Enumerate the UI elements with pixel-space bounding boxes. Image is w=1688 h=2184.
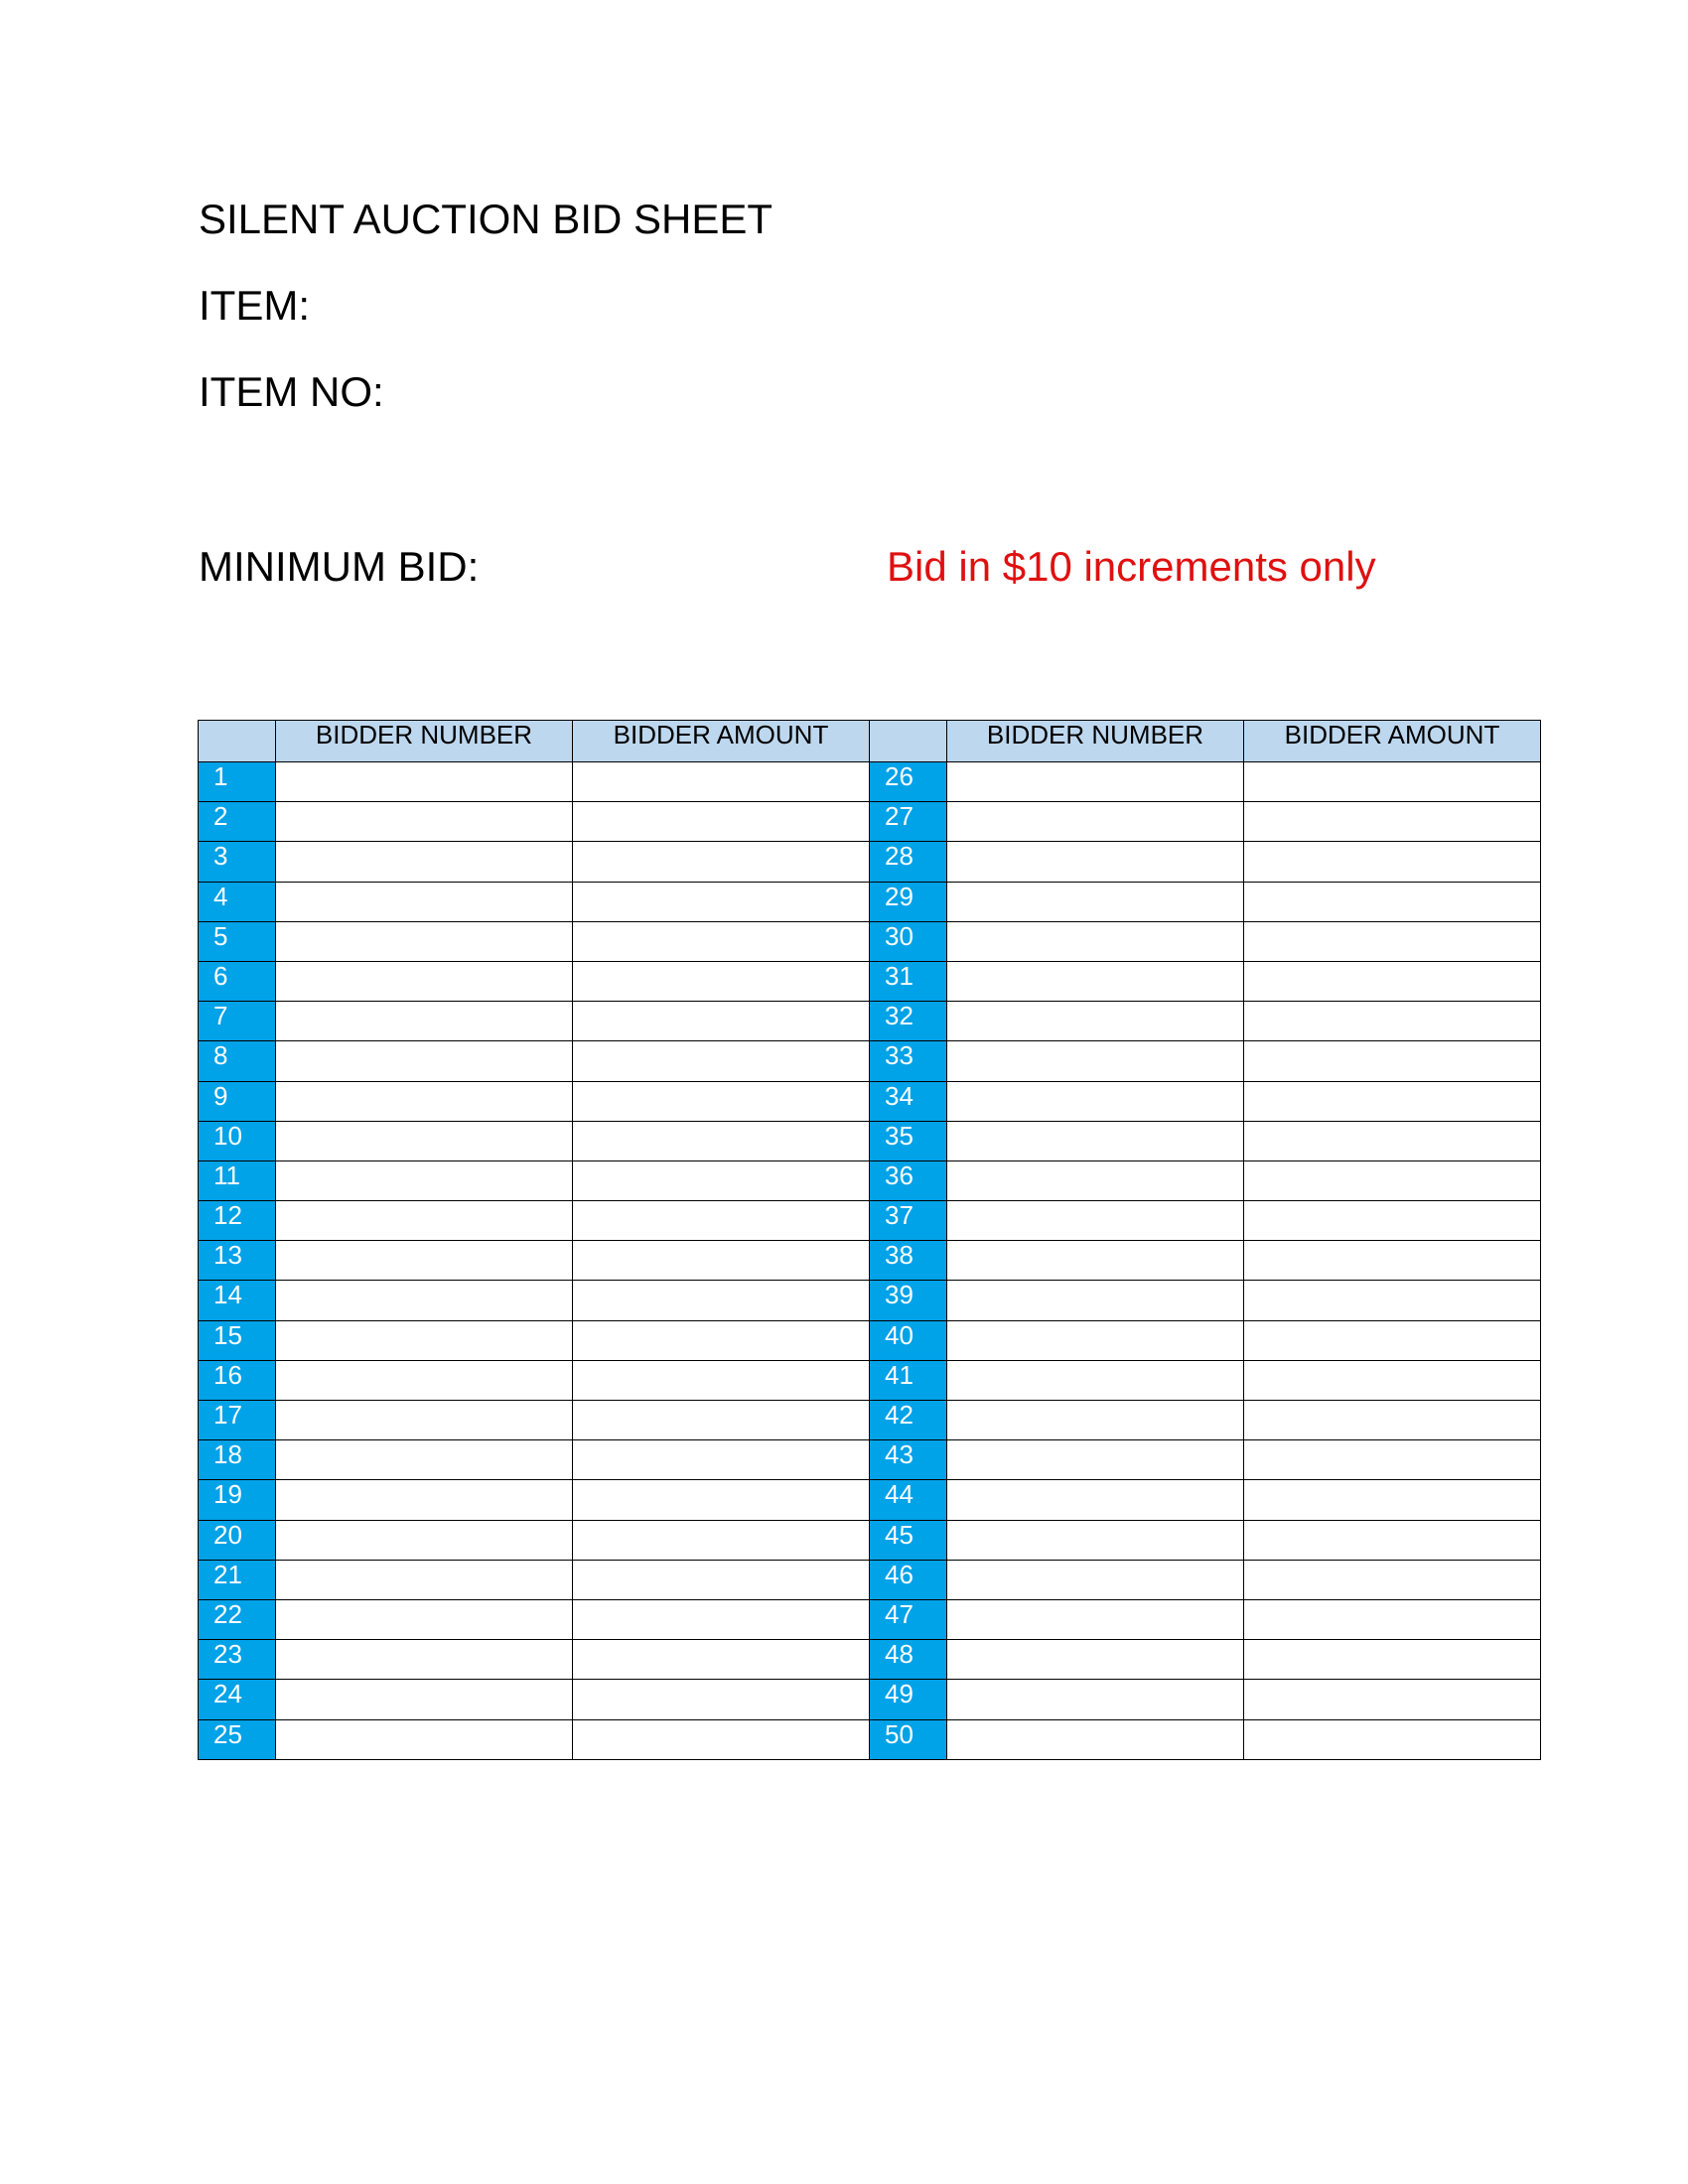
row-number: 38 [870,1241,947,1281]
table-row [199,921,1541,961]
minimum-bid-label: MINIMUM BID: [199,543,480,590]
bidder-number-cell[interactable] [947,961,1244,1001]
row-number: 29 [870,882,947,921]
bidder-amount-cell[interactable] [573,1440,870,1480]
row-number: 25 [199,1719,276,1759]
row-number: 5 [199,921,276,961]
bidder-amount-cell[interactable] [573,1002,870,1041]
bidder-amount-cell[interactable] [573,1480,870,1520]
bidder-amount-cell[interactable] [1244,961,1541,1001]
bidder-number-cell[interactable] [276,1640,573,1680]
row-number: 20 [199,1520,276,1560]
bidder-amount-cell[interactable] [573,1520,870,1560]
row-number: 18 [199,1440,276,1480]
increment-note: Bid in $10 increments only [887,543,1376,590]
bidder-amount-cell[interactable] [1244,1281,1541,1320]
table-row [199,1719,1541,1759]
bidder-number-cell[interactable] [276,842,573,882]
row-number: 39 [870,1281,947,1320]
table-row [199,1360,1541,1400]
row-number: 12 [199,1201,276,1241]
bidder-number-cell[interactable] [276,1281,573,1320]
bidder-amount-cell[interactable] [1244,1041,1541,1081]
row-number: 15 [199,1320,276,1360]
table-row [199,1041,1541,1081]
bidder-amount-cell[interactable] [573,762,870,802]
page-title: SILENT AUCTION BID SHEET [199,196,774,242]
row-number: 34 [870,1081,947,1121]
bidder-amount-cell[interactable] [1244,1680,1541,1719]
bidder-number-cell[interactable] [276,1440,573,1480]
table-row [199,1002,1541,1041]
row-number: 19 [199,1480,276,1520]
table-row [199,842,1541,882]
bidder-number-cell[interactable] [276,1041,573,1081]
bidder-number-cell[interactable] [947,1041,1244,1081]
bidder-amount-cell[interactable] [1244,882,1541,921]
bidder-number-cell[interactable] [276,1680,573,1719]
table-row [199,1121,1541,1160]
row-number: 43 [870,1440,947,1480]
table-row [199,1281,1541,1320]
bidder-amount-cell[interactable] [573,1081,870,1121]
bidder-amount-cell[interactable] [1244,1640,1541,1680]
bidder-amount-cell[interactable] [1244,1160,1541,1200]
table-header-row [199,721,1541,762]
row-number: 41 [870,1360,947,1400]
bidder-number-cell[interactable] [276,1480,573,1520]
row-number: 10 [199,1121,276,1160]
bidder-number-cell[interactable] [947,921,1244,961]
table-row [199,1201,1541,1241]
bidder-number-cell[interactable] [276,1401,573,1440]
bidder-number-cell[interactable] [276,1599,573,1639]
bidder-amount-cell[interactable] [1244,1599,1541,1639]
bidder-number-cell[interactable] [947,1560,1244,1599]
bidder-amount-cell[interactable] [573,1241,870,1281]
bidder-amount-cell[interactable] [573,1560,870,1599]
row-number: 32 [870,1002,947,1041]
bidder-amount-cell[interactable] [573,1041,870,1081]
bidder-number-cell[interactable] [947,1480,1244,1520]
column-header-bidder-number: BIDDER NUMBER [947,721,1244,762]
bidder-amount-cell[interactable] [1244,1480,1541,1520]
row-number: 1 [199,762,276,802]
row-number: 50 [870,1719,947,1759]
bidder-number-cell[interactable] [947,1599,1244,1639]
bidder-number-cell[interactable] [276,882,573,921]
row-number: 3 [199,842,276,882]
bidder-amount-cell[interactable] [573,1320,870,1360]
column-header-bidder-number: BIDDER NUMBER [276,721,573,762]
row-number: 16 [199,1360,276,1400]
bidder-number-cell[interactable] [276,1520,573,1560]
row-number: 47 [870,1599,947,1639]
row-number: 13 [199,1241,276,1281]
table-row [199,1640,1541,1680]
bidder-number-cell[interactable] [947,1440,1244,1480]
bidder-amount-cell[interactable] [1244,1520,1541,1560]
row-number: 6 [199,961,276,1001]
row-number: 49 [870,1680,947,1719]
bidder-amount-cell[interactable] [1244,1560,1541,1599]
bidder-number-cell[interactable] [947,1640,1244,1680]
column-header-left-index [199,721,276,762]
bidder-amount-cell[interactable] [1244,1002,1541,1041]
bidder-amount-cell[interactable] [573,1599,870,1639]
bidder-number-cell[interactable] [276,1081,573,1121]
item-number-label: ITEM NO: [199,368,384,415]
row-number: 21 [199,1560,276,1599]
table-row [199,1440,1541,1480]
table-row [199,1160,1541,1200]
bidder-number-cell[interactable] [947,882,1244,921]
bidder-amount-cell[interactable] [573,1401,870,1440]
bidder-amount-cell[interactable] [573,802,870,842]
row-number: 7 [199,1002,276,1041]
bidder-amount-cell[interactable] [1244,1320,1541,1360]
bidder-number-cell[interactable] [947,1719,1244,1759]
bidder-amount-cell[interactable] [573,1201,870,1241]
item-label: ITEM: [199,282,310,329]
bidder-number-cell[interactable] [276,802,573,842]
bidder-amount-cell[interactable] [573,921,870,961]
row-number: 33 [870,1041,947,1081]
bidder-number-cell[interactable] [947,1241,1244,1281]
table-row [199,1560,1541,1599]
bidder-number-cell[interactable] [947,1281,1244,1320]
bidder-amount-cell[interactable] [573,1281,870,1320]
row-number: 48 [870,1640,947,1680]
bidder-number-cell[interactable] [947,1680,1244,1719]
row-number: 45 [870,1520,947,1560]
column-header-bidder-amount: BIDDER AMOUNT [573,721,870,762]
bidder-amount-cell[interactable] [573,1680,870,1719]
bidder-amount-cell[interactable] [573,1719,870,1759]
bidder-number-cell[interactable] [947,1360,1244,1400]
row-number: 4 [199,882,276,921]
bidder-number-cell[interactable] [947,1520,1244,1560]
table-row [199,1401,1541,1440]
row-number: 44 [870,1480,947,1520]
table-row [199,1599,1541,1639]
bidder-amount-cell[interactable] [573,961,870,1001]
bidder-number-cell[interactable] [276,1360,573,1400]
column-header-right-index [870,721,947,762]
table-row [199,961,1541,1001]
bidder-number-cell[interactable] [276,1201,573,1241]
table-row [199,1520,1541,1560]
table-row [199,882,1541,921]
bidder-number-cell[interactable] [276,1160,573,1200]
row-number: 23 [199,1640,276,1680]
row-number: 42 [870,1401,947,1440]
bidder-number-cell[interactable] [947,1081,1244,1121]
bidder-number-cell[interactable] [947,762,1244,802]
bidder-number-cell[interactable] [276,762,573,802]
bidder-amount-cell[interactable] [573,1160,870,1200]
table-row [199,1480,1541,1520]
bidder-number-cell[interactable] [276,1002,573,1041]
bid-table [198,720,1541,1760]
row-number: 28 [870,842,947,882]
bidder-amount-cell[interactable] [1244,1719,1541,1759]
bidder-amount-cell[interactable] [1244,1440,1541,1480]
bidder-number-cell[interactable] [276,1320,573,1360]
column-header-bidder-amount: BIDDER AMOUNT [1244,721,1541,762]
row-number: 26 [870,762,947,802]
bidder-number-cell[interactable] [947,802,1244,842]
bidder-number-cell[interactable] [276,921,573,961]
table-row [199,1320,1541,1360]
bidder-amount-cell[interactable] [1244,1241,1541,1281]
bidder-number-cell[interactable] [947,1160,1244,1200]
bidder-amount-cell[interactable] [1244,1201,1541,1241]
row-number: 27 [870,802,947,842]
row-number: 30 [870,921,947,961]
row-number: 2 [199,802,276,842]
row-number: 35 [870,1121,947,1160]
table-row [199,1081,1541,1121]
bidder-amount-cell[interactable] [573,1360,870,1400]
bidder-amount-cell[interactable] [573,842,870,882]
bidder-amount-cell[interactable] [1244,842,1541,882]
table-row [199,762,1541,802]
bidder-number-cell[interactable] [947,842,1244,882]
bidder-amount-cell[interactable] [1244,762,1541,802]
row-number: 17 [199,1401,276,1440]
bidder-amount-cell[interactable] [1244,1360,1541,1400]
row-number: 37 [870,1201,947,1241]
bidder-number-cell[interactable] [947,1121,1244,1160]
row-number: 22 [199,1599,276,1639]
table-row [199,802,1541,842]
row-number: 11 [199,1160,276,1200]
bidder-amount-cell[interactable] [1244,1121,1541,1160]
bidder-number-cell[interactable] [947,1320,1244,1360]
table-row [199,1680,1541,1719]
bidder-amount-cell[interactable] [1244,1401,1541,1440]
row-number: 24 [199,1680,276,1719]
bidder-amount-cell[interactable] [1244,1081,1541,1121]
row-number: 46 [870,1560,947,1599]
bidder-number-cell[interactable] [276,1719,573,1759]
bidder-number-cell[interactable] [276,1121,573,1160]
bidder-number-cell[interactable] [276,1241,573,1281]
table-row [199,1241,1541,1281]
row-number: 14 [199,1281,276,1320]
bidder-number-cell[interactable] [276,961,573,1001]
row-number: 8 [199,1041,276,1081]
bidder-amount-cell[interactable] [573,1121,870,1160]
row-number: 40 [870,1320,947,1360]
bidder-amount-cell[interactable] [573,882,870,921]
bidder-amount-cell[interactable] [573,1640,870,1680]
bidder-number-cell[interactable] [947,1401,1244,1440]
bidder-amount-cell[interactable] [1244,802,1541,842]
bidder-amount-cell[interactable] [1244,921,1541,961]
row-number: 36 [870,1160,947,1200]
bidder-number-cell[interactable] [276,1560,573,1599]
bidder-number-cell[interactable] [947,1002,1244,1041]
row-number: 9 [199,1081,276,1121]
bidder-number-cell[interactable] [947,1201,1244,1241]
row-number: 31 [870,961,947,1001]
